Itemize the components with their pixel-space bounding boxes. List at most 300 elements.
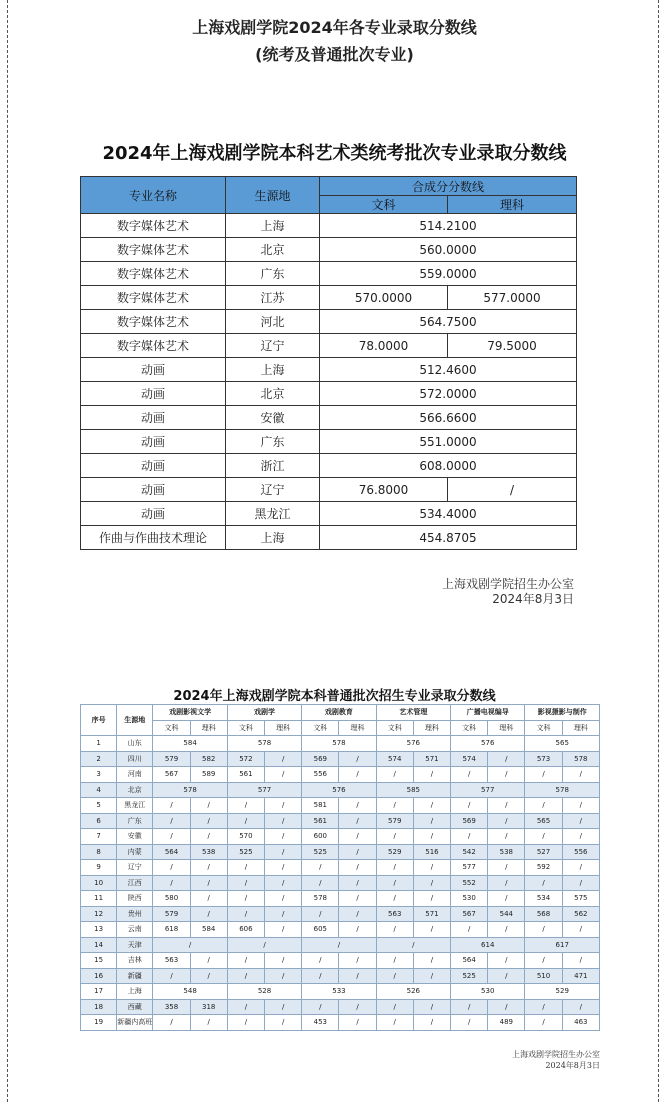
- header-arts: 文科: [302, 720, 339, 736]
- table-row: [81, 953, 600, 969]
- major-cell: 数字媒体艺术: [81, 286, 226, 310]
- score-cell: 565: [525, 736, 600, 752]
- arts-score-cell: /: [376, 1015, 413, 1031]
- document-title: 上海戏剧学院2024年各专业录取分数线: [192, 18, 477, 37]
- origin-cell: 新疆: [117, 968, 153, 984]
- score-cell: 526: [376, 984, 450, 1000]
- header-arts: 文科: [320, 196, 448, 214]
- arts-score-cell: /: [451, 829, 488, 845]
- science-score-cell: /: [562, 875, 599, 891]
- score-cell: 576: [302, 782, 376, 798]
- arts-score-cell: /: [227, 1015, 264, 1031]
- section2-title: 2024年上海戏剧学院本科普通批次招生专业录取分数线: [173, 689, 496, 704]
- science-score-cell: /: [339, 860, 376, 876]
- score-cell: 614: [451, 937, 525, 953]
- arts-score-cell: 563: [153, 953, 190, 969]
- arts-score-cell: 564: [153, 844, 190, 860]
- science-score-cell: 471: [562, 968, 599, 984]
- arts-score-cell: 525: [227, 844, 264, 860]
- science-score-cell: /: [265, 891, 302, 907]
- score-cell: /: [376, 937, 450, 953]
- science-score-cell: /: [413, 922, 450, 938]
- science-score-cell: /: [265, 844, 302, 860]
- table-row: [81, 813, 600, 829]
- row-number: 4: [81, 782, 117, 798]
- science-score-cell: /: [488, 922, 525, 938]
- score-cell: 530: [451, 984, 525, 1000]
- science-score-cell: /: [413, 798, 450, 814]
- arts-score-cell: /: [302, 906, 339, 922]
- score-cell: /: [302, 937, 376, 953]
- arts-score-cell: 565: [525, 813, 562, 829]
- science-score-cell: /: [413, 953, 450, 969]
- table-row: [81, 214, 577, 238]
- score-cell: 584: [153, 736, 227, 752]
- arts-score-cell: /: [227, 906, 264, 922]
- arts-score-cell: /: [227, 891, 264, 907]
- science-score-cell: /: [413, 875, 450, 891]
- science-score-cell: /: [190, 953, 227, 969]
- row-number: 10: [81, 875, 117, 891]
- origin-cell: 北京: [226, 238, 320, 262]
- arts-score-cell: /: [525, 999, 562, 1015]
- arts-score-cell: 567: [451, 906, 488, 922]
- science-score-cell: /: [488, 968, 525, 984]
- science-score-cell: 463: [562, 1015, 599, 1031]
- science-score-cell: /: [265, 829, 302, 845]
- score-cell: 551.0000: [320, 430, 577, 454]
- row-number: 3: [81, 767, 117, 783]
- science-score-cell: /: [339, 875, 376, 891]
- science-score-cell: /: [448, 478, 577, 502]
- origin-cell: 吉林: [117, 953, 153, 969]
- arts-score-cell: /: [376, 922, 413, 938]
- row-number: 19: [81, 1015, 117, 1031]
- arts-score-cell: /: [376, 798, 413, 814]
- arts-score-cell: 579: [376, 813, 413, 829]
- science-score-cell: /: [265, 1015, 302, 1031]
- major-cell: 数字媒体艺术: [81, 214, 226, 238]
- major-cell: 动画: [81, 478, 226, 502]
- header-subrow: [81, 720, 600, 736]
- arts-score-cell: /: [302, 968, 339, 984]
- arts-score-cell: 564: [451, 953, 488, 969]
- arts-score-cell: 78.0000: [320, 334, 448, 358]
- score-cell: 528: [227, 984, 301, 1000]
- header-row: [81, 705, 600, 721]
- arts-score-cell: 568: [525, 906, 562, 922]
- arts-score-cell: /: [376, 968, 413, 984]
- origin-cell: 广东: [226, 262, 320, 286]
- science-score-cell: 575: [562, 891, 599, 907]
- origin-cell: 辽宁: [226, 478, 320, 502]
- table-row: [81, 984, 600, 1000]
- science-score-cell: /: [265, 875, 302, 891]
- section1-title: 2024年上海戏剧学院本科艺术类统考批次专业录取分数线: [102, 143, 567, 164]
- arts-score-cell: 572: [227, 751, 264, 767]
- arts-score-cell: /: [227, 953, 264, 969]
- origin-cell: 天津: [117, 937, 153, 953]
- arts-score-cell: /: [525, 953, 562, 969]
- table-row: [81, 406, 577, 430]
- signature-date-1: 2024年8月3日: [492, 592, 574, 606]
- arts-score-cell: 574: [451, 751, 488, 767]
- origin-cell: 陕西: [117, 891, 153, 907]
- score-cell: 572.0000: [320, 382, 577, 406]
- arts-score-cell: 561: [302, 813, 339, 829]
- arts-score-cell: /: [376, 953, 413, 969]
- major-cell: 动画: [81, 454, 226, 478]
- science-score-cell: /: [488, 767, 525, 783]
- science-score-cell: 516: [413, 844, 450, 860]
- header-science: 理科: [339, 720, 376, 736]
- arts-score-cell: 569: [451, 813, 488, 829]
- arts-score-cell: /: [451, 999, 488, 1015]
- arts-score-cell: 569: [302, 751, 339, 767]
- row-number: 18: [81, 999, 117, 1015]
- header-arts: 文科: [153, 720, 190, 736]
- origin-cell: 安徽: [117, 829, 153, 845]
- score-cell: 560.0000: [320, 238, 577, 262]
- science-score-cell: /: [339, 829, 376, 845]
- science-score-cell: /: [190, 875, 227, 891]
- origin-cell: 江苏: [226, 286, 320, 310]
- score-cell: 576: [376, 736, 450, 752]
- arts-score-cell: /: [376, 860, 413, 876]
- major-cell: 数字媒体艺术: [81, 238, 226, 262]
- score-cell: 585: [376, 782, 450, 798]
- page-border-left: [7, 0, 8, 1102]
- science-score-cell: /: [265, 968, 302, 984]
- header-arts: 文科: [451, 720, 488, 736]
- score-cell: 577: [227, 782, 301, 798]
- science-score-cell: 589: [190, 767, 227, 783]
- arts-score-cell: 578: [302, 891, 339, 907]
- origin-cell: 北京: [226, 382, 320, 406]
- major-cell: 作曲与作曲技术理论: [81, 526, 226, 550]
- score-cell: 566.6600: [320, 406, 577, 430]
- art-exam-score-table: [80, 176, 577, 550]
- arts-score-cell: 600: [302, 829, 339, 845]
- origin-cell: 河南: [117, 767, 153, 783]
- science-score-cell: /: [190, 829, 227, 845]
- score-cell: 534.4000: [320, 502, 577, 526]
- score-cell: 578: [525, 782, 600, 798]
- science-score-cell: /: [562, 829, 599, 845]
- table-row: [81, 382, 577, 406]
- header-origin: 生源地: [117, 705, 153, 736]
- arts-score-cell: /: [227, 999, 264, 1015]
- score-cell: 617: [525, 937, 600, 953]
- header-science: 理科: [265, 720, 302, 736]
- header-science: 理科: [448, 196, 577, 214]
- science-score-cell: /: [488, 813, 525, 829]
- science-score-cell: /: [562, 767, 599, 783]
- table-row: [81, 968, 600, 984]
- science-score-cell: /: [339, 844, 376, 860]
- origin-cell: 河北: [226, 310, 320, 334]
- arts-score-cell: 525: [451, 968, 488, 984]
- arts-score-cell: /: [227, 860, 264, 876]
- origin-cell: 上海: [117, 984, 153, 1000]
- table-row: [81, 875, 600, 891]
- row-number: 17: [81, 984, 117, 1000]
- score-cell: 577: [451, 782, 525, 798]
- arts-score-cell: /: [302, 860, 339, 876]
- origin-cell: 新疆内高班: [117, 1015, 153, 1031]
- science-score-cell: 538: [488, 844, 525, 860]
- arts-score-cell: 563: [376, 906, 413, 922]
- arts-score-cell: /: [227, 798, 264, 814]
- science-score-cell: 577.0000: [448, 286, 577, 310]
- science-score-cell: /: [339, 906, 376, 922]
- row-number: 11: [81, 891, 117, 907]
- science-score-cell: /: [562, 999, 599, 1015]
- score-cell: 578: [227, 736, 301, 752]
- origin-cell: 江西: [117, 875, 153, 891]
- origin-cell: 黑龙江: [226, 502, 320, 526]
- arts-score-cell: 561: [227, 767, 264, 783]
- arts-score-cell: /: [153, 1015, 190, 1031]
- origin-cell: 西藏: [117, 999, 153, 1015]
- science-score-cell: /: [265, 860, 302, 876]
- general-batch-table-body: [81, 736, 600, 1031]
- header-major: 广播电视编导: [451, 705, 525, 721]
- score-cell: 454.8705: [320, 526, 577, 550]
- science-score-cell: /: [265, 906, 302, 922]
- science-score-cell: /: [339, 767, 376, 783]
- header-score: 合成分分数线: [320, 177, 577, 196]
- major-cell: 数字媒体艺术: [81, 262, 226, 286]
- table-row: [81, 526, 577, 550]
- arts-score-cell: /: [451, 1015, 488, 1031]
- score-cell: 578: [302, 736, 376, 752]
- row-number: 6: [81, 813, 117, 829]
- arts-score-cell: 618: [153, 922, 190, 938]
- major-cell: 动画: [81, 430, 226, 454]
- arts-score-cell: /: [302, 999, 339, 1015]
- science-score-cell: /: [413, 1015, 450, 1031]
- document-subtitle: (统考及普通批次专业): [255, 45, 414, 64]
- arts-score-cell: /: [227, 813, 264, 829]
- table-row: [81, 430, 577, 454]
- arts-score-cell: /: [153, 813, 190, 829]
- arts-score-cell: 570.0000: [320, 286, 448, 310]
- arts-score-cell: 605: [302, 922, 339, 938]
- origin-cell: 北京: [117, 782, 153, 798]
- origin-cell: 辽宁: [117, 860, 153, 876]
- arts-score-cell: 580: [153, 891, 190, 907]
- science-score-cell: /: [190, 906, 227, 922]
- table-row: [81, 358, 577, 382]
- table-row: [81, 860, 600, 876]
- science-score-cell: /: [190, 968, 227, 984]
- arts-score-cell: /: [153, 860, 190, 876]
- origin-cell: 广东: [117, 813, 153, 829]
- science-score-cell: /: [339, 751, 376, 767]
- header-no: 序号: [81, 705, 117, 736]
- arts-score-cell: 525: [302, 844, 339, 860]
- arts-score-cell: 579: [153, 751, 190, 767]
- arts-score-cell: /: [451, 798, 488, 814]
- general-batch-score-table: [80, 704, 600, 1031]
- science-score-cell: 582: [190, 751, 227, 767]
- origin-cell: 浙江: [226, 454, 320, 478]
- science-score-cell: /: [413, 968, 450, 984]
- arts-score-cell: 76.8000: [320, 478, 448, 502]
- arts-score-cell: /: [376, 767, 413, 783]
- header-arts: 文科: [376, 720, 413, 736]
- table-row: [81, 767, 600, 783]
- science-score-cell: /: [190, 798, 227, 814]
- origin-cell: 辽宁: [226, 334, 320, 358]
- table-row: [81, 286, 577, 310]
- science-score-cell: /: [339, 968, 376, 984]
- table-row: [81, 937, 600, 953]
- arts-score-cell: 552: [451, 875, 488, 891]
- science-score-cell: /: [265, 999, 302, 1015]
- score-cell: 578: [153, 782, 227, 798]
- science-score-cell: /: [562, 860, 599, 876]
- science-score-cell: /: [562, 813, 599, 829]
- origin-cell: 上海: [226, 214, 320, 238]
- table-row: [81, 502, 577, 526]
- arts-score-cell: 358: [153, 999, 190, 1015]
- score-cell: 512.4600: [320, 358, 577, 382]
- header-major: 戏剧影视文学: [153, 705, 227, 721]
- arts-score-cell: /: [227, 968, 264, 984]
- header-major: 艺术管理: [376, 705, 450, 721]
- science-score-cell: 79.5000: [448, 334, 577, 358]
- science-score-cell: /: [488, 751, 525, 767]
- major-cell: 动画: [81, 406, 226, 430]
- origin-cell: 黑龙江: [117, 798, 153, 814]
- science-score-cell: /: [190, 1015, 227, 1031]
- page-border-right: [658, 0, 659, 1102]
- row-number: 13: [81, 922, 117, 938]
- score-cell: /: [153, 937, 227, 953]
- table-row: [81, 891, 600, 907]
- arts-score-cell: /: [376, 829, 413, 845]
- science-score-cell: /: [339, 798, 376, 814]
- science-score-cell: 556: [562, 844, 599, 860]
- science-score-cell: /: [413, 860, 450, 876]
- major-cell: 动画: [81, 382, 226, 406]
- science-score-cell: 578: [562, 751, 599, 767]
- science-score-cell: /: [339, 1015, 376, 1031]
- arts-score-cell: 567: [153, 767, 190, 783]
- science-score-cell: 584: [190, 922, 227, 938]
- arts-score-cell: /: [302, 875, 339, 891]
- header-science: 理科: [190, 720, 227, 736]
- row-number: 15: [81, 953, 117, 969]
- table-row: [81, 334, 577, 358]
- table-row: [81, 262, 577, 286]
- header-major: 戏剧教育: [302, 705, 376, 721]
- science-score-cell: /: [413, 999, 450, 1015]
- arts-score-cell: /: [302, 953, 339, 969]
- major-cell: 动画: [81, 502, 226, 526]
- header-science: 理科: [413, 720, 450, 736]
- science-score-cell: 318: [190, 999, 227, 1015]
- origin-cell: 广东: [226, 430, 320, 454]
- arts-score-cell: 542: [451, 844, 488, 860]
- row-number: 16: [81, 968, 117, 984]
- row-number: 14: [81, 937, 117, 953]
- science-score-cell: /: [190, 891, 227, 907]
- arts-score-cell: 510: [525, 968, 562, 984]
- science-score-cell: /: [190, 813, 227, 829]
- science-score-cell: /: [562, 798, 599, 814]
- score-cell: 514.2100: [320, 214, 577, 238]
- arts-score-cell: /: [525, 1015, 562, 1031]
- arts-score-cell: /: [153, 798, 190, 814]
- row-number: 2: [81, 751, 117, 767]
- science-score-cell: /: [488, 891, 525, 907]
- signature-org-1: 上海戏剧学院招生办公室: [441, 577, 574, 591]
- science-score-cell: /: [265, 767, 302, 783]
- arts-score-cell: /: [153, 875, 190, 891]
- science-score-cell: 571: [413, 906, 450, 922]
- origin-cell: 云南: [117, 922, 153, 938]
- major-cell: 动画: [81, 358, 226, 382]
- header-arts: 文科: [525, 720, 562, 736]
- table-row: [81, 906, 600, 922]
- origin-cell: 四川: [117, 751, 153, 767]
- arts-score-cell: /: [525, 767, 562, 783]
- arts-score-cell: /: [451, 922, 488, 938]
- row-number: 5: [81, 798, 117, 814]
- science-score-cell: /: [488, 829, 525, 845]
- science-score-cell: 538: [190, 844, 227, 860]
- science-score-cell: /: [413, 829, 450, 845]
- signature-org-2: 上海戏剧学院招生办公室: [512, 1050, 600, 1059]
- row-number: 8: [81, 844, 117, 860]
- major-cell: 数字媒体艺术: [81, 310, 226, 334]
- arts-score-cell: /: [451, 767, 488, 783]
- origin-cell: 安徽: [226, 406, 320, 430]
- arts-score-cell: /: [227, 875, 264, 891]
- science-score-cell: /: [488, 953, 525, 969]
- science-score-cell: /: [562, 922, 599, 938]
- arts-score-cell: /: [376, 891, 413, 907]
- arts-score-cell: 577: [451, 860, 488, 876]
- score-cell: 608.0000: [320, 454, 577, 478]
- row-number: 9: [81, 860, 117, 876]
- origin-cell: 上海: [226, 358, 320, 382]
- arts-score-cell: 527: [525, 844, 562, 860]
- science-score-cell: /: [339, 813, 376, 829]
- table-row: [81, 844, 600, 860]
- arts-score-cell: 592: [525, 860, 562, 876]
- arts-score-cell: 574: [376, 751, 413, 767]
- science-score-cell: 544: [488, 906, 525, 922]
- science-score-cell: /: [265, 813, 302, 829]
- origin-cell: 贵州: [117, 906, 153, 922]
- score-cell: 576: [451, 736, 525, 752]
- arts-score-cell: 606: [227, 922, 264, 938]
- header-origin: 生源地: [226, 177, 320, 214]
- arts-score-cell: 570: [227, 829, 264, 845]
- table-row: [81, 454, 577, 478]
- arts-score-cell: 534: [525, 891, 562, 907]
- science-score-cell: /: [265, 751, 302, 767]
- header-science: 理科: [562, 720, 599, 736]
- table-row: [81, 1015, 600, 1031]
- table-row: [81, 736, 600, 752]
- arts-score-cell: /: [525, 875, 562, 891]
- major-cell: 数字媒体艺术: [81, 334, 226, 358]
